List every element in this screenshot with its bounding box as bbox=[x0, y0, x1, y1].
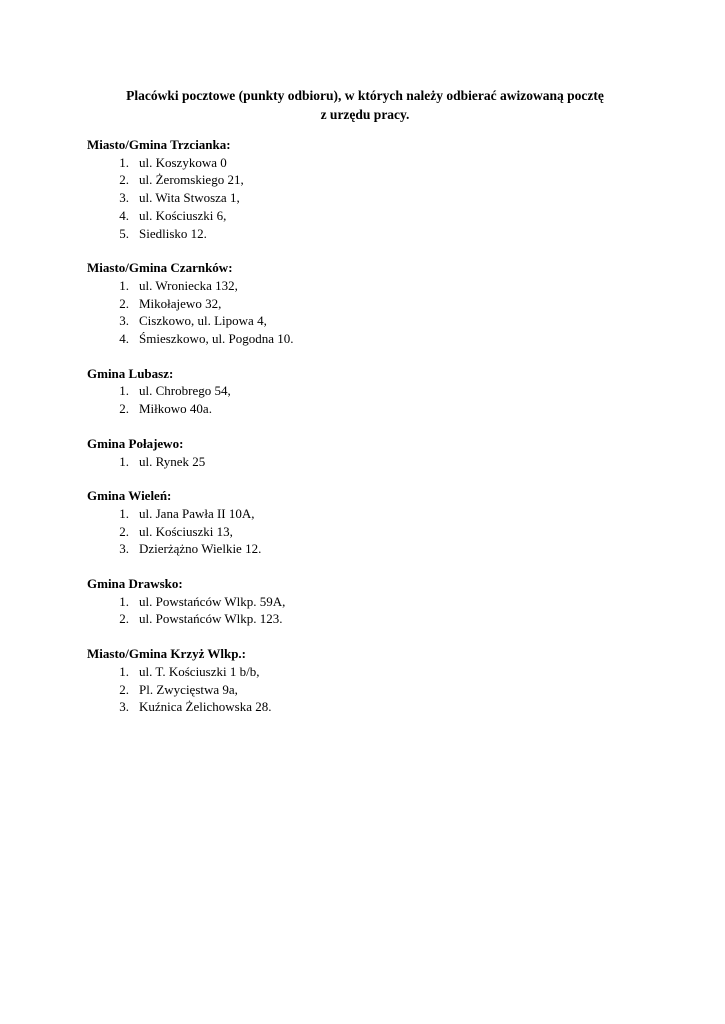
list-item-number: 1. bbox=[119, 277, 129, 293]
list-item-number: 1. bbox=[119, 505, 129, 521]
list-item-number: 1. bbox=[119, 383, 129, 399]
list-item-number: 1. bbox=[119, 663, 129, 679]
list-item-number: 3. bbox=[119, 699, 129, 715]
list-item bbox=[87, 277, 667, 295]
list-item-number: 2. bbox=[119, 681, 129, 697]
location-sections bbox=[87, 136, 667, 733]
list-item bbox=[87, 663, 667, 681]
list-item-number: 2. bbox=[119, 401, 129, 417]
document-title bbox=[60, 86, 670, 124]
list-item-number: 2. bbox=[119, 172, 129, 188]
list-item-address: ul. Żeromskiego 21, bbox=[139, 172, 244, 188]
list-item-number: 1. bbox=[119, 154, 129, 170]
list-item-address: ul. Rynek 25 bbox=[139, 453, 206, 469]
list-item-number: 5. bbox=[119, 225, 129, 241]
list-item-address: ul. Jana Pawła II 10A, bbox=[139, 505, 255, 521]
list-item-address: Pl. Zwycięstwa 9a, bbox=[139, 681, 238, 697]
location-section bbox=[87, 435, 667, 470]
section-heading: Gmina Lubasz: bbox=[87, 365, 174, 381]
list-item-address: Siedlisko 12. bbox=[139, 225, 207, 241]
list-item-number: 2. bbox=[119, 295, 129, 311]
list-item bbox=[87, 171, 667, 189]
location-section bbox=[87, 575, 667, 628]
list-item bbox=[87, 225, 667, 243]
section-heading: Miasto/Gmina Krzyż Wlkp.: bbox=[87, 646, 247, 662]
list-item-number: 2. bbox=[119, 523, 129, 539]
list-item-address: ul. Kościuszki 13, bbox=[139, 523, 233, 539]
location-section bbox=[87, 259, 667, 348]
list-item-address: Kuźnica Żelichowska 28. bbox=[139, 699, 272, 715]
list-item bbox=[87, 593, 667, 611]
list-item-address: ul. Koszykowa 0 bbox=[139, 154, 227, 170]
list-item bbox=[87, 453, 667, 471]
address-list bbox=[87, 593, 667, 628]
list-item-address: Dzierżążno Wielkie 12. bbox=[139, 541, 262, 557]
address-list bbox=[87, 382, 667, 417]
address-list bbox=[87, 154, 667, 243]
address-list bbox=[87, 453, 667, 471]
location-section bbox=[87, 136, 667, 242]
address-list bbox=[87, 277, 667, 348]
address-list bbox=[87, 663, 667, 716]
list-item bbox=[87, 610, 667, 628]
list-item bbox=[87, 400, 667, 418]
list-item bbox=[87, 681, 667, 699]
list-item-address: Mikołajewo 32, bbox=[139, 295, 222, 311]
list-item-address: ul. Chrobrego 54, bbox=[139, 383, 231, 399]
list-item bbox=[87, 154, 667, 172]
list-item-number: 4. bbox=[119, 331, 129, 347]
list-item-address: Ciszkowo, ul. Lipowa 4, bbox=[139, 313, 267, 329]
list-item bbox=[87, 189, 667, 207]
list-item bbox=[87, 330, 667, 348]
section-heading: Gmina Połajewo: bbox=[87, 435, 184, 451]
list-item bbox=[87, 207, 667, 225]
list-item-address: Śmieszkowo, ul. Pogodna 10. bbox=[139, 331, 294, 347]
list-item bbox=[87, 540, 667, 558]
list-item-number: 3. bbox=[119, 190, 129, 206]
section-heading: Gmina Wieleń: bbox=[87, 488, 172, 504]
list-item bbox=[87, 698, 667, 716]
list-item-address: Miłkowo 40a. bbox=[139, 401, 212, 417]
list-item-number: 2. bbox=[119, 611, 129, 627]
document-title-line-1: Placówki pocztowe (punkty odbioru), w których należy odbierać awizowaną pocztę bbox=[126, 88, 604, 103]
section-heading: Miasto/Gmina Czarnków: bbox=[87, 260, 233, 276]
list-item-number: 3. bbox=[119, 541, 129, 557]
section-heading: Miasto/Gmina Trzcianka: bbox=[87, 137, 231, 152]
address-list bbox=[87, 505, 667, 558]
list-item-address: ul. Powstańców Wlkp. 59A, bbox=[139, 593, 286, 609]
list-item-number: 3. bbox=[119, 313, 129, 329]
list-item bbox=[87, 312, 667, 330]
list-item-number: 1. bbox=[119, 593, 129, 609]
section-heading: Gmina Drawsko: bbox=[87, 576, 183, 592]
list-item-number: 4. bbox=[119, 207, 129, 223]
location-section bbox=[87, 487, 667, 558]
list-item-address: ul. Wita Stwosza 1, bbox=[139, 190, 240, 206]
list-item-address: ul. Wroniecka 132, bbox=[139, 277, 238, 293]
list-item bbox=[87, 295, 667, 313]
list-item bbox=[87, 382, 667, 400]
list-item bbox=[87, 523, 667, 541]
list-item-number: 1. bbox=[119, 453, 129, 469]
list-item bbox=[87, 505, 667, 523]
location-section bbox=[87, 645, 667, 716]
list-item-address: ul. Kościuszki 6, bbox=[139, 207, 227, 223]
list-item-address: ul. T. Kościuszki 1 b/b, bbox=[139, 663, 260, 679]
document-title-line-2: z urzędu pracy. bbox=[320, 107, 410, 122]
location-section bbox=[87, 365, 667, 418]
list-item-address: ul. Powstańców Wlkp. 123. bbox=[139, 611, 283, 627]
